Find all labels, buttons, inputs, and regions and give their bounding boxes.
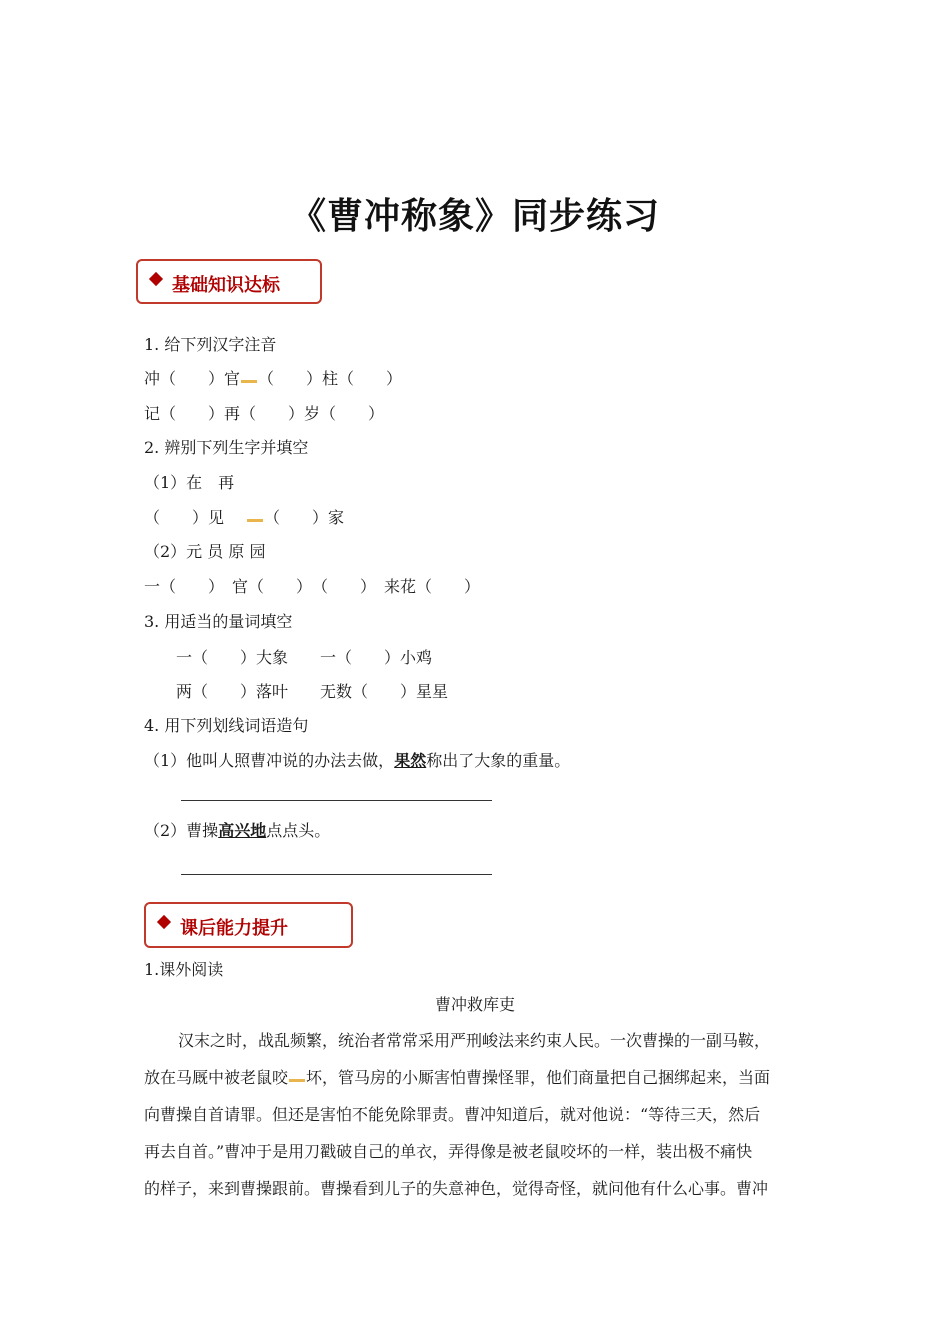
section-header-basic — [136, 259, 322, 304]
story-text: 放在马厩中被老鼠咬 — [144, 1068, 289, 1087]
row-text: （ ）家 — [264, 508, 345, 527]
story-title: 曹冲救库吏 — [434, 995, 515, 1014]
question-2-sub-2-row: 一（ ） 官（ ） （ ） 来花（ ） — [144, 577, 481, 596]
section-header-advanced — [144, 902, 353, 948]
underlined-word: 高兴地 — [218, 821, 267, 840]
question-4-sentence-2 — [144, 821, 330, 841]
row-text: （ ）柱（ ） — [258, 369, 403, 388]
row-text: （ ）见 — [144, 508, 225, 527]
question-4-heading: 4. 用下列划线词语造句 — [144, 716, 309, 735]
sentence-text: （1）他叫人照曹冲说的办法去做， — [144, 751, 395, 770]
question-2-heading: 2. 辨别下列生字并填空 — [144, 438, 309, 457]
reading-heading: 1.课外阅读 — [144, 960, 224, 979]
story-line — [144, 1068, 770, 1088]
section-title: 课后能力提升 — [180, 918, 288, 939]
highlight-mark — [241, 380, 257, 383]
story-text: 坏，管马房的小厮害怕曹操怪罪，他们商量把自己捆绑起来，当面 — [306, 1068, 771, 1087]
story-line: 再去自首。”曹冲于是用刀戳破自己的单衣，弄得像是被老鼠咬坏的一样，装出极不痛快 — [144, 1142, 753, 1161]
sentence-text: 称出了大象的重量。 — [426, 751, 571, 770]
question-4-sentence-1 — [144, 751, 570, 771]
question-1-row-1 — [144, 369, 402, 389]
section-title: 基础知识达标 — [172, 275, 280, 296]
story-line: 的样子，来到曹操跟前。曹操看到儿子的失意神色，觉得奇怪，就问他有什么心事。曹冲 — [144, 1179, 769, 1198]
question-3-heading: 3. 用适当的量词填空 — [144, 612, 293, 631]
answer-line — [181, 800, 492, 801]
question-1-row-2: 记（ ）再（ ）岁（ ） — [144, 404, 385, 423]
story-line: 汉末之时，战乱频繁，统治者常常采用严刑峻法来约束人民。一次曹操的一副马鞍， — [178, 1031, 771, 1050]
question-2-sub-2-chars: （2）元 员 原 园 — [144, 542, 266, 561]
sentence-text: （2）曹操 — [144, 821, 219, 840]
question-2-sub-1-chars: （1）在 再 — [144, 473, 235, 492]
question-3-row-1: 一（ ）大象 一（ ）小鸡 — [176, 648, 433, 667]
question-2-sub-1-row — [144, 508, 344, 528]
answer-line — [181, 874, 492, 875]
highlight-mark — [289, 1079, 305, 1082]
diamond-bullet-icon — [157, 915, 171, 929]
sentence-text: 点点头。 — [266, 821, 331, 840]
diamond-bullet-icon — [149, 272, 163, 286]
question-1-heading: 1. 给下列汉字注音 — [144, 335, 277, 354]
page-title: 《曹冲称象》同步练习 — [289, 195, 660, 237]
story-line: 向曹操自首请罪。但还是害怕不能免除罪责。曹冲知道后，就对他说：“等待三天，然后 — [144, 1105, 761, 1124]
underlined-word: 果然 — [394, 751, 427, 770]
highlight-mark — [247, 519, 263, 522]
question-3-row-2: 两（ ）落叶 无数（ ）星星 — [176, 682, 449, 701]
row-text: 冲（ ）官 — [144, 369, 241, 388]
